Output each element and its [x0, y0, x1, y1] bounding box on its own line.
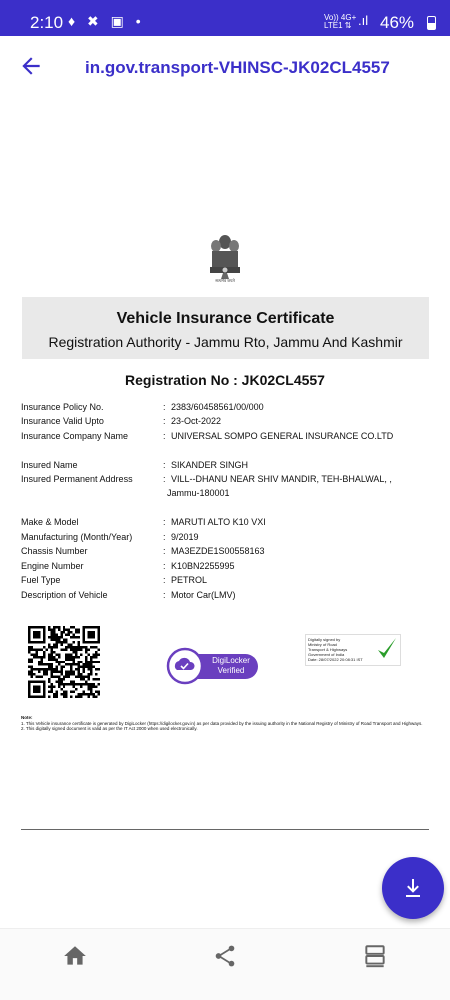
- download-button[interactable]: [382, 857, 444, 919]
- arrow-back-icon[interactable]: [18, 53, 44, 79]
- share-icon[interactable]: [212, 943, 238, 969]
- signal-icon: .ıl: [358, 13, 369, 28]
- status-time: 2:10: [30, 13, 64, 32]
- registration-authority: Registration Authority - Jammu Rto, Jammu And Kashmir: [48, 334, 403, 350]
- document-title: in.gov.transport-VHINSC-JK02CL4557: [85, 58, 390, 77]
- certificate-header: [22, 297, 429, 359]
- download-icon: [401, 876, 425, 900]
- emblem-caption: सत्यमेव जयते: [215, 278, 235, 283]
- network-type-icon: Vo)) 4G+ LTE1 ⇅: [324, 13, 357, 30]
- battery-percentage: 46%: [380, 13, 415, 32]
- verified-check-icon: [376, 636, 398, 660]
- digilocker-label: DigiLocker Verified: [212, 656, 250, 675]
- status-bar: [0, 0, 450, 36]
- qr-code: [28, 626, 100, 698]
- notification-icons: ♦ ✖ ▣ •: [68, 13, 145, 29]
- documents-icon[interactable]: [362, 943, 388, 969]
- app-bar: [0, 36, 450, 100]
- divider: [21, 829, 429, 830]
- battery-icon: [427, 16, 436, 30]
- certificate-notes: Note: 1. This Vehicle insurance certificate is generated by DigiLocker (https://digilocker.gov.in) as per data provided by the issuing authority in the National Registry of Ministry of Road Transport and Highways. 2. This digitally signed document is valid as per the IT Act 2000 when used electronically.: [21, 715, 423, 731]
- bottom-navigation: [0, 928, 450, 1000]
- digital-signature: Digitally signed by Ministry of Road Transport & Highways Government of India Date: 28/07/2022 20:08:31 IST: [305, 634, 401, 666]
- home-icon[interactable]: [62, 943, 88, 969]
- certificate-title: Vehicle Insurance Certificate: [116, 310, 335, 327]
- registration-number: Registration No : JK02CL4557: [125, 372, 325, 388]
